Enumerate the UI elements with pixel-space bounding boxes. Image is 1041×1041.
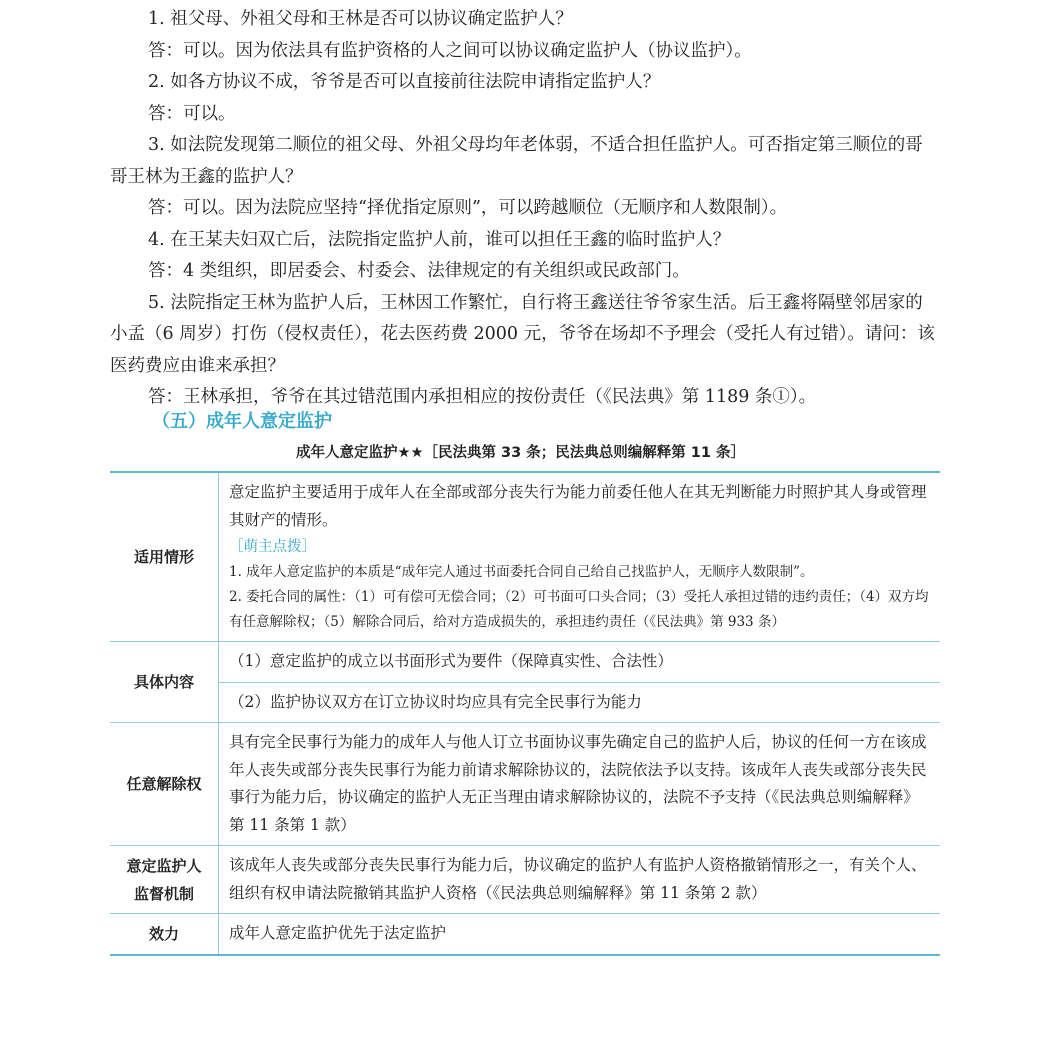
- answer-4: 答：4 类组织，即居委会、村委会、法律规定的有关组织或民政部门。: [148, 261, 690, 281]
- table-row: [110, 642, 940, 683]
- supervision-label-line-1: 意定监护人: [126, 856, 202, 875]
- table-row: [110, 723, 940, 846]
- question-5: 5. 法院指定王林为监护人后，王林因工作繁忙，自行将王鑫送往爷爷家生活。后王鑫将隔壁邻居家的小孟（6 周岁）打伤（侵权责任），花去医药费 2000 元，爷爷在场却不予理会（受托人有过错）。请问：该医药费应由谁来承担？: [110, 292, 935, 376]
- guardianship-table: [110, 471, 940, 956]
- answer-1: 答：可以。因为依法具有监护资格的人之间可以协议确定监护人（协议监护）。: [148, 40, 752, 61]
- row-label-supervision: [110, 846, 219, 914]
- effect-text: 成年人意定监护优先于法定监护: [219, 914, 941, 955]
- table-row: [110, 846, 940, 914]
- table-row: [110, 914, 940, 955]
- table-title: 成年人意定监护★★［民法典第 33 条；民法典总则编解释第 11 条］: [295, 445, 746, 461]
- applicable-main: 意定监护主要适用于成年人在全部或部分丧失行为能力前委任他人在其无判断能力时照护其人身或管理其财产的情形。: [229, 483, 927, 529]
- question-4: 4. 在王某夫妇双亡后，法院指定监护人前，谁可以担任王鑫的临时监护人？: [148, 229, 731, 250]
- answer-3: 答：可以。因为法院应坚持“择优指定原则”，可以跨越顺位（无顺序和人数限制）。: [148, 198, 788, 218]
- question-1: 1. 祖父母、外祖父母和王林是否可以协议确定监护人？: [148, 9, 573, 29]
- supervision-label-line-2: 监督机制: [133, 884, 194, 903]
- tip-2: 2. 委托合同的属性：（1）可有偿可无偿合同；（2）可书面可口头合同；（3）受托人承担过错的违约责任；（4）双方均有任意解除权；（5）解除合同后，给对方造成损失的，承担违约责任（《民法典》第 933 条）: [229, 589, 929, 630]
- rescission-text: 具有完全民事行为能力的成年人与他人订立书面协议事先确定自己的监护人后，协议的任何一方在该成年人丧失或部分丧失民事行为能力前请求解除协议的，法院依法予以支持。该成年人丧失或部分丧失民事行为能力后，协议确定的监护人无正当理由请求解除协议的，法院不予支持（《民法典总则编解释》第 11 条第 1 款）: [219, 723, 941, 846]
- content-row-1: （1）意定监护的成立以书面形式为要件（保障真实性、合法性）: [219, 642, 941, 683]
- row-label-effect: 效力: [110, 914, 219, 955]
- content-row-2: （2）监护协议双方在订立协议时均应具有完全民事行为能力: [219, 682, 941, 723]
- answer-2: 答：可以。: [148, 103, 236, 124]
- question-3: 3. 如法院发现第二顺位的祖父母、外祖父母均年老体弱，不适合担任监护人。可否指定第三顺位的哥哥王林为王鑫的监护人？: [110, 135, 923, 187]
- question-2: 2. 如各方协议不成，爷爷是否可以直接前往法院申请指定监护人？: [148, 72, 661, 92]
- table-row: [110, 472, 940, 642]
- row-label-rescission: 任意解除权: [110, 723, 219, 846]
- applicable-cell: [219, 472, 941, 642]
- section-heading: （五）成年人意定监护: [152, 411, 332, 432]
- qa-section: [110, 4, 940, 414]
- answer-5: 答：王林承担，爷爷在其过错范围内承担相应的按份责任（《民法典》第 1189 条①）。: [148, 387, 817, 407]
- row-label-applicable: 适用情形: [110, 472, 219, 642]
- tip-1: 1. 成年人意定监护的本质是“成年完人通过书面委托合同自己给自己找监护人，无顺序人数限制”。: [229, 564, 814, 580]
- table-row: [110, 682, 940, 723]
- tip-heading: ［萌主点拨］: [229, 539, 316, 555]
- row-label-content: 具体内容: [110, 642, 219, 723]
- supervision-text: 该成年人丧失或部分丧失民事行为能力后，协议确定的监护人有监护人资格撤销情形之一，有关个人、组织有权申请法院撤销其监护人资格（《民法典总则编解释》第 11 条第 2 款）: [219, 846, 941, 914]
